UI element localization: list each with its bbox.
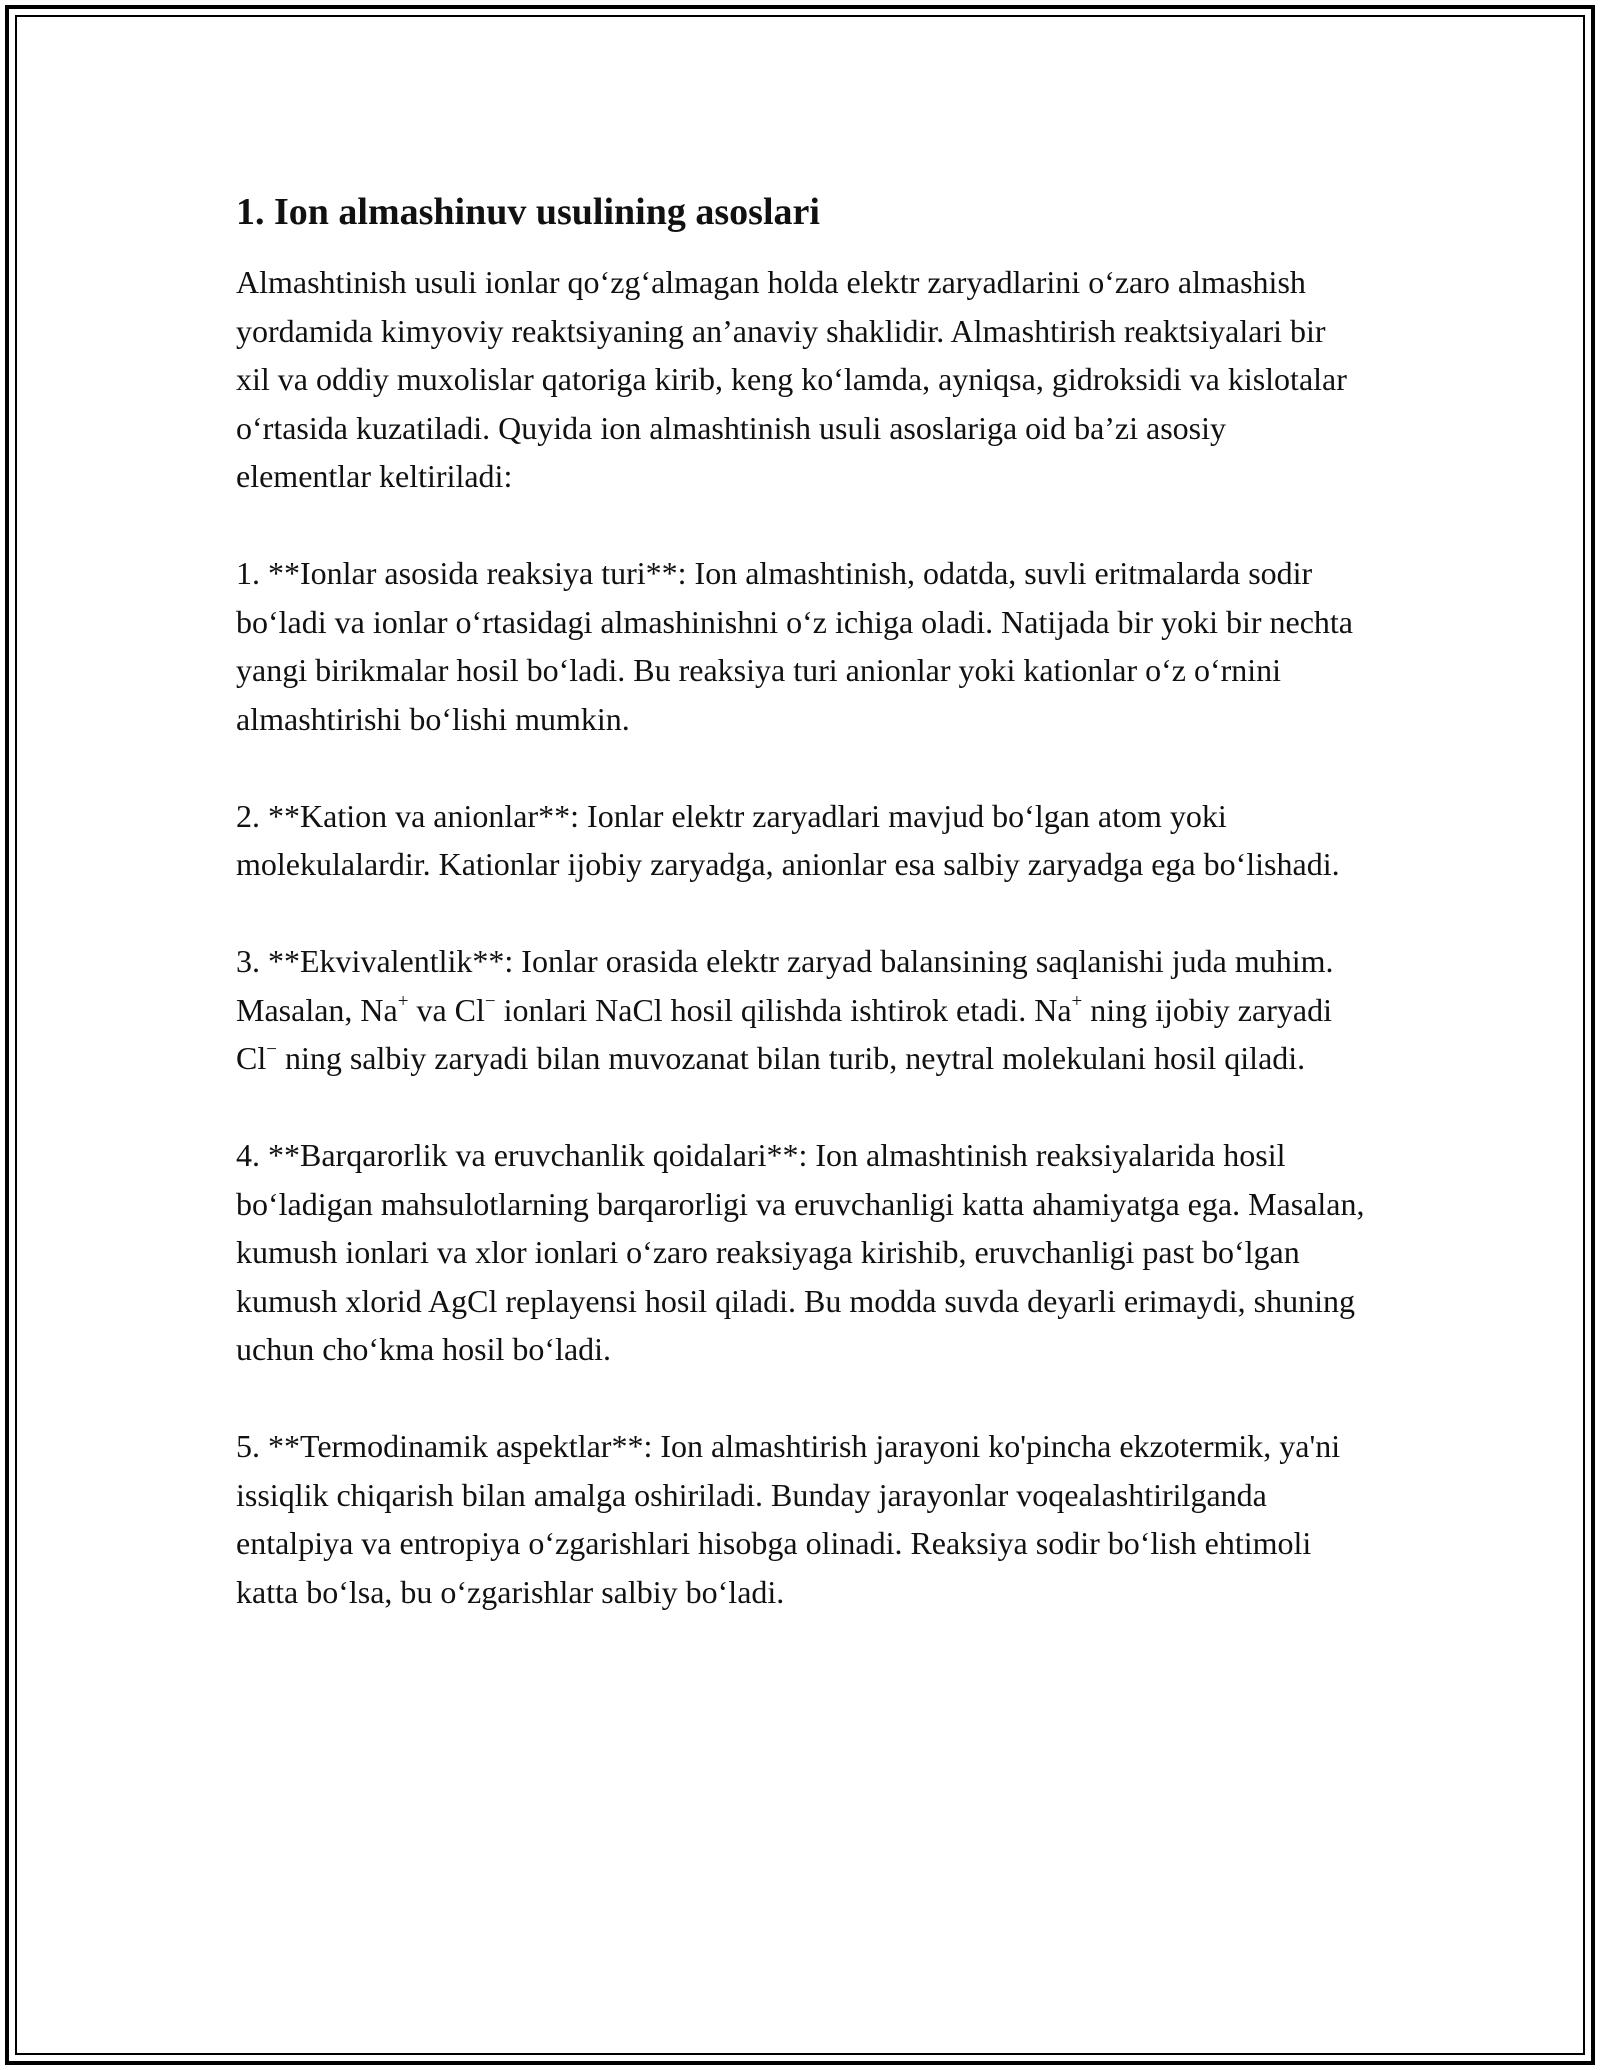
intro-paragraph: Almashtinish usuli ionlar qo‘zg‘almagan holda elektr zaryadlarini o‘zaro almashish yordamida kimyoviy reaktsiyaning an’anaviy shaklidir. Almashtirish reaktsiyalari bir xil va oddiy muxolislar qatoriga kirib, keng ko‘lamda, ayniqsa, gidroksidi va kislotalar o‘rtasida kuzatiladi. Quyida ion almashtinish usuli asoslariga oid ba’zi asosiy elementlar keltiriladi: xyxy=(236,264,1347,494)
sodium-charge-sup: + xyxy=(397,990,409,1012)
chloride-charge-sup-2: − xyxy=(266,1038,277,1060)
sodium-charge-sup-2: + xyxy=(1071,990,1083,1012)
section-heading: 1. Ion almashinuv usulining asoslari xyxy=(236,191,820,233)
item3-text-3: ionlari NaCl hosil qilishda ishtirok etadi. Na xyxy=(495,991,1072,1028)
document-body xyxy=(236,188,1366,1665)
item3-text-2: va Cl xyxy=(408,991,485,1028)
list-item-1: 1. **Ionlar asosida reaksiya turi**: Ion almashtinish, odatda, suvli eritmalarda sodir bo‘ladi va ionlar o‘rtasidagi almashinishni o‘z ichiga oladi. Natijada bir yoki bir nechta yangi birikmalar hosil bo‘ladi. Bu reaksiya turi anionlar yoki kationlar o‘z o‘rnini almashtirishi bo‘lishi mumkin. xyxy=(236,555,1353,737)
chloride-charge-sup: − xyxy=(484,990,496,1012)
list-item-4: 4. **Barqarorlik va eruvchanlik qoidalari**: Ion almashtinish reaksiyalarida hosil bo‘ladigan mahsulotlarning barqarorligi va eruvchanligi katta ahamiyatga ega. Masalan, kumush ionlari va xlor ionlari o‘zaro reaksiyaga kirishib, eruvchanligi past bo‘lgan kumush xlorid AgCl replayensi hosil qiladi. Bu modda suvda deyarli erimaydi, shuning uchun cho‘kma hosil bo‘ladi. xyxy=(236,1137,1365,1367)
list-item-3 xyxy=(236,937,1366,1083)
item3-text-5: ning salbiy zaryadi bilan muvozanat bilan turib, neytral molekulani hosil qiladi. xyxy=(276,1040,1306,1076)
list-item-2: 2. **Kation va anionlar**: Ionlar elektr zaryadlari mavjud bo‘lgan atom yoki molekulalardir. Kationlar ijobiy zaryadga, anionlar esa salbiy zaryadga ega bo‘lishadi. xyxy=(236,797,1340,882)
list-item-5: 5. **Termodinamik aspektlar**: Ion almashtirish jarayoni ko'pincha ekzotermik, ya'ni issiqlik chiqarish bilan amalga oshiriladi. Bunday jarayonlar voqealashtirilganda entalpiya va entropiya o‘zgarishlari hisobga olinadi. Reaksiya sodir bo‘lish ehtimoli katta bo‘lsa, bu o‘zgarishlar salbiy bo‘ladi. xyxy=(236,1428,1341,1610)
item3-text-1: 3. **Ekvivalentlik**: Ionlar orasida elektr zaryad balansining saqlanishi juda muhim. Masalan, Na xyxy=(236,943,1334,1028)
item3-text-4: ning ijobiy zaryadi Cl xyxy=(236,991,1332,1076)
